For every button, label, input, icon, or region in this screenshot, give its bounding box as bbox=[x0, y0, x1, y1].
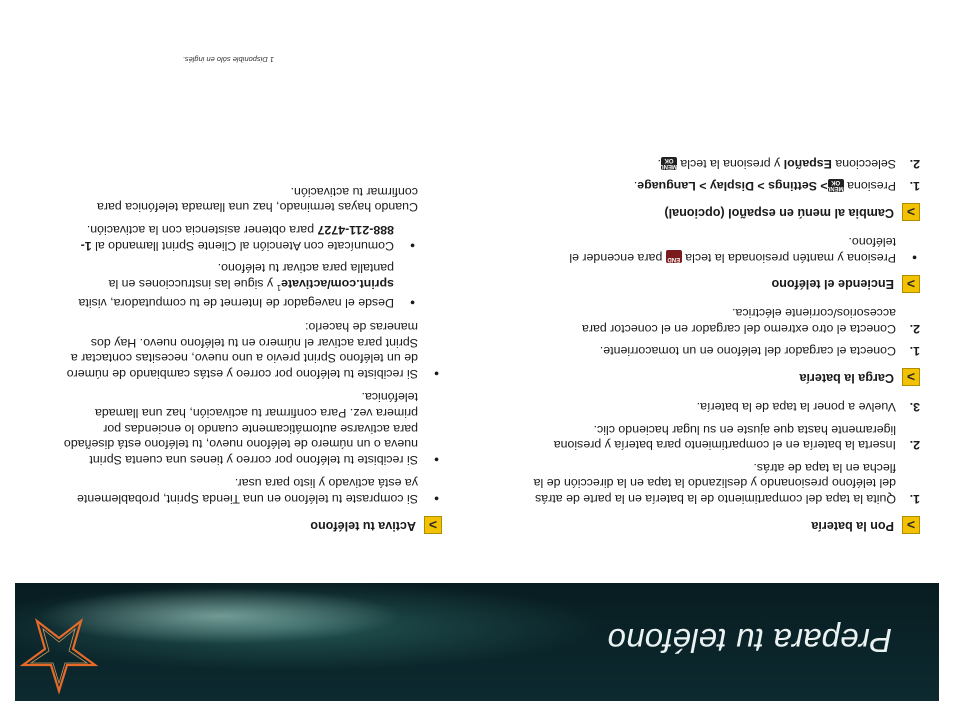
heading-language-text: Cambia al menú en español (opcional) bbox=[664, 206, 894, 221]
step-text: Selecciona bbox=[835, 156, 896, 171]
banner-title: Prepara tu teléfono bbox=[607, 622, 892, 659]
list-item bbox=[525, 178, 920, 194]
column-setup bbox=[525, 143, 920, 534]
banner bbox=[15, 583, 939, 701]
activation-url: sprint.com/activate bbox=[281, 276, 394, 291]
end-key-icon: END bbox=[666, 250, 682, 263]
step-text: Inserta la batería en el compartimiento para batería y presiona ligeramente hasta que ajuste en su lugar haciendo clic. bbox=[553, 422, 896, 453]
heading-language bbox=[525, 203, 920, 221]
step-text: Vuelve a poner la tapa de la batería. bbox=[696, 400, 896, 415]
heading-power-on-text: Enciende el teléfono bbox=[771, 277, 894, 292]
step-text: y presiona la tecla bbox=[680, 156, 781, 171]
list-item bbox=[62, 260, 418, 311]
step-number: 2. bbox=[909, 438, 920, 453]
support-phone: 1-888-211-4727 bbox=[80, 222, 394, 253]
list-item bbox=[62, 221, 418, 252]
step-text: Quita la tapa del compartimiento de la batería en la parte de atrás del teléfono presionando y deslizando la tapa en la dirección de la flecha en la tapa de atrás. bbox=[533, 460, 896, 506]
list-item bbox=[525, 305, 920, 336]
power-on-text-pre: Presiona y mantén presionada la tecla bbox=[685, 250, 896, 265]
step-number: 1. bbox=[909, 344, 920, 359]
footnote-text: 1 Disponible sólo en inglés. bbox=[182, 55, 274, 64]
section-charge bbox=[525, 305, 920, 387]
charge-steps bbox=[525, 305, 920, 359]
menu-ok-key-icon: MENU OK bbox=[659, 156, 677, 169]
list-item bbox=[62, 389, 442, 467]
sub-text: para obtener asistencia con la activación. bbox=[86, 222, 315, 237]
bullet-text: Si recibiste tu teléfono por correo y estás cambiando de número de un teléfono Sprint previo a uno nuevo, necesitas contactar a Sprint para activar el número en tu teléfono nuevo. Hay dos maneras de hacerlo: bbox=[66, 320, 418, 381]
power-on-list bbox=[525, 233, 920, 264]
language-option: Español bbox=[783, 156, 832, 171]
closing-note bbox=[62, 183, 418, 214]
list-item bbox=[525, 343, 920, 359]
step-number: 2. bbox=[909, 321, 920, 336]
arrow-icon: > bbox=[902, 275, 920, 293]
sub-text: Comunícate con Atención al Cliente Sprint llamando al bbox=[95, 238, 394, 253]
heading-activate bbox=[62, 516, 442, 534]
language-steps bbox=[525, 155, 920, 193]
step-number: 1. bbox=[909, 492, 920, 506]
arrow-icon: > bbox=[902, 203, 920, 221]
list-item bbox=[525, 233, 920, 264]
step-text: Conecta el otro extremo del cargador en el conector para accesorios/corriente eléctrica. bbox=[581, 306, 896, 336]
heading-power-on bbox=[525, 275, 920, 293]
sprint-star-logo bbox=[19, 615, 99, 695]
sub-text: y sigue las instrucciones en la pantalla para activar tu teléfono. bbox=[108, 261, 394, 291]
step-text: Conecta el cargador del teléfono en un tomacorriente. bbox=[599, 344, 896, 359]
list-item bbox=[62, 475, 442, 506]
menu-ok-key-icon: MENU OK bbox=[825, 179, 844, 192]
list-item bbox=[525, 155, 920, 171]
heading-activate-text: Activa tu teléfono bbox=[310, 518, 416, 533]
closing-text: Cuando hayas terminado, haz una llamada telefónica para confirmar tu activación. bbox=[97, 184, 418, 215]
heading-battery bbox=[525, 516, 920, 534]
arrow-icon: > bbox=[902, 368, 920, 386]
list-item bbox=[62, 183, 442, 381]
battery-steps bbox=[525, 398, 920, 506]
column-activate bbox=[62, 175, 442, 534]
step-number: 1. bbox=[909, 179, 920, 194]
heading-battery-text: Pon la batería bbox=[811, 518, 894, 533]
step-number: 3. bbox=[909, 400, 920, 415]
step-number: 2. bbox=[909, 156, 920, 171]
sub-text: Desde el navegador de Internet de tu computadora, visita bbox=[78, 296, 394, 311]
footnote-mark: 1 bbox=[276, 282, 282, 292]
arrow-icon: > bbox=[902, 516, 920, 534]
list-item bbox=[525, 459, 920, 506]
list-item bbox=[525, 421, 920, 452]
bullet-text: Si recibiste tu teléfono por correo y tienes una cuenta Sprint nueva o un número de teléfono nuevo, tu teléfono está diseñado para activarse automáticamente cuando lo enciendas por primera vez. Para confirmar tu activación, haz una llamada telefónica. bbox=[63, 390, 418, 467]
heading-charge bbox=[525, 368, 920, 386]
footnote bbox=[183, 55, 274, 64]
bullet-text: Si compraste tu teléfono en una Tienda Sprint, probablemente ya está activado y listo para usar. bbox=[77, 476, 418, 506]
section-language bbox=[525, 155, 920, 221]
section-power-on bbox=[525, 233, 920, 292]
arrow-icon: > bbox=[424, 516, 442, 534]
step-text: . bbox=[657, 156, 661, 171]
activation-methods bbox=[62, 221, 418, 310]
step-text: Presiona bbox=[847, 179, 896, 194]
settings-path: > Settings > Display > Language bbox=[637, 179, 828, 194]
section-battery bbox=[525, 398, 920, 534]
heading-charge-text: Carga la batería bbox=[799, 371, 894, 386]
list-item bbox=[525, 398, 920, 414]
activate-list bbox=[62, 183, 442, 506]
power-on-text-post: para encender el teléfono. bbox=[569, 235, 896, 265]
step-text: . bbox=[633, 179, 638, 194]
